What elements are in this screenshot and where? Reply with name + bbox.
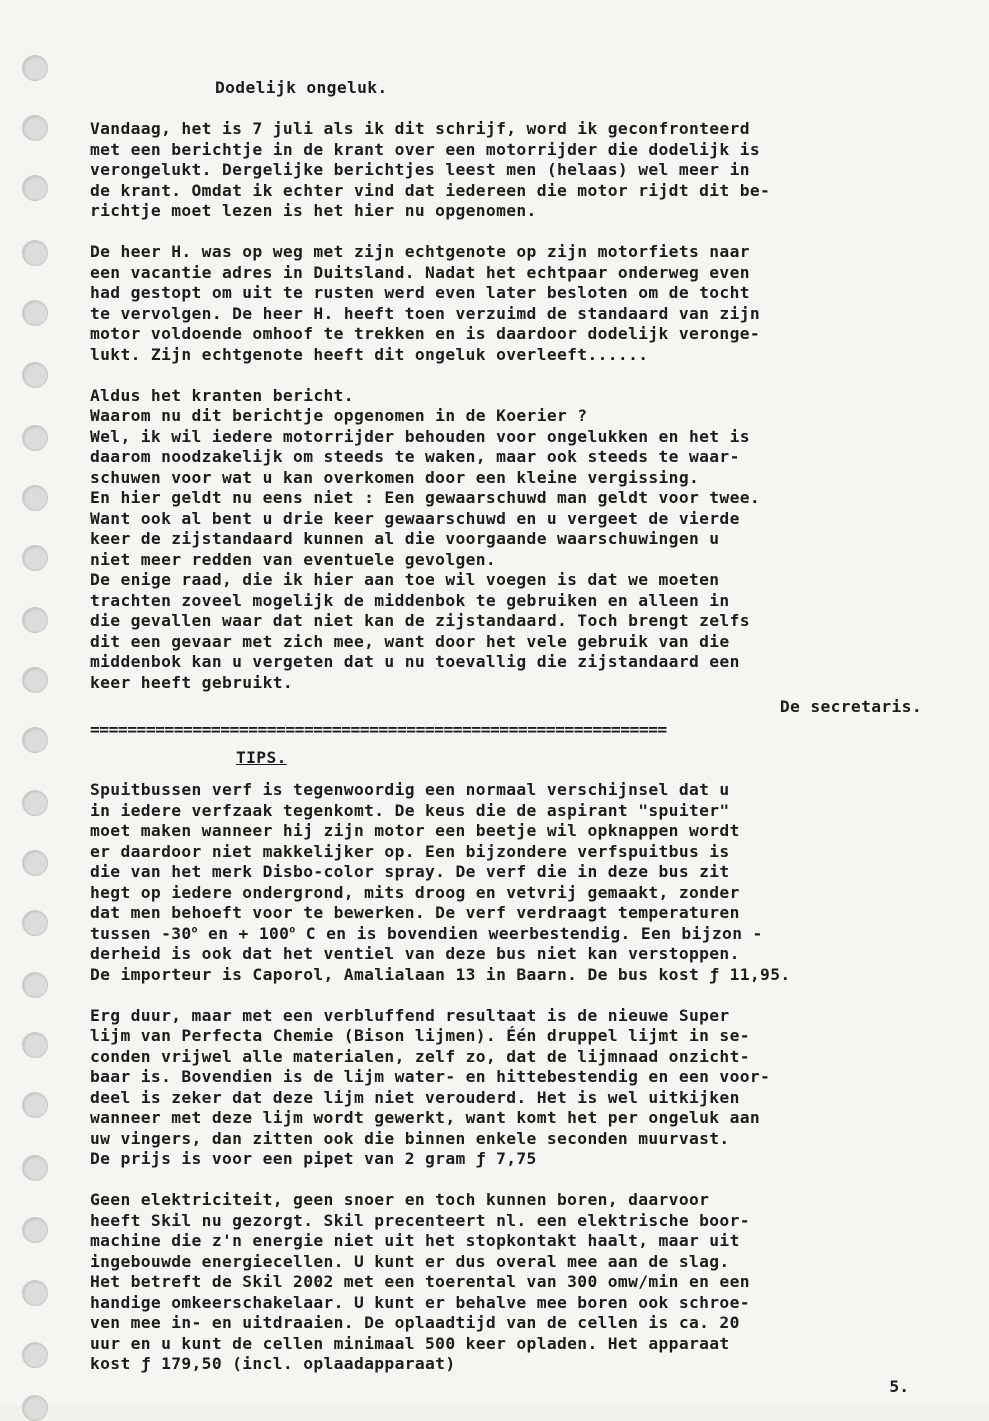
binder-holes — [22, 0, 48, 1404]
temperature-line — [90, 924, 930, 945]
binder-hole-icon — [22, 115, 48, 141]
binder-hole-icon — [22, 545, 48, 571]
text-span: C en is bovendien weerbestendig. Een bijzon - — [295, 923, 763, 943]
binder-hole-icon — [22, 910, 48, 936]
text-line: Het betreft de Skil 2002 met een toerental van 300 omw/min en een — [90, 1272, 750, 1291]
text-line: De prijs is voor een pipet van 2 gram ƒ 7,75 — [90, 1149, 537, 1168]
article-paragraph — [90, 119, 930, 222]
article-paragraph — [90, 242, 930, 365]
text-line: richtje moet lezen is het hier nu opgenomen. — [90, 201, 537, 220]
binder-hole-icon — [22, 972, 48, 998]
text-line: een vacantie adres in Duitsland. Nadat het echtpaar onderweg even — [90, 262, 750, 282]
text-line: De enige raad, die ik hier aan toe wil voegen is dat we moeten — [90, 570, 720, 589]
binder-hole-icon — [22, 362, 48, 388]
text-line: Vandaag, het is 7 juli als ik dit schrijf, word ik geconfronteerd — [90, 119, 750, 138]
degree-sign: o — [191, 924, 198, 936]
text-line: ingebouwde energiecellen. U kunt er dus overal mee aan de slag. — [90, 1251, 730, 1271]
text-line: Spuitbussen verf is tegenwoordig een normaal verschijnsel dat u — [90, 780, 730, 799]
text-line: Erg duur, maar met een verbluffend resultaat is de nieuwe Super — [90, 1005, 730, 1025]
text-line: daarom noodzakelijk om steeds te waken, maar ook steeds te waar- — [90, 447, 740, 466]
text-line: baar is. Bovendien is de lijm water- en hittebestendig en een voor- — [90, 1067, 771, 1086]
text-line: verongelukt. Dergelijke berichtjes leest men (helaas) wel meer in — [90, 160, 750, 179]
text-line: derheid is ook dat het ventiel van deze bus niet kan verstoppen. — [90, 944, 740, 963]
text-line: te vervolgen. De heer H. heeft toen verzuimd de standaard van zijn — [90, 303, 761, 323]
binder-hole-icon — [22, 727, 48, 753]
text-line: handige omkeerschakelaar. U kunt er behalve mee boren ook schroe- — [90, 1292, 750, 1312]
binder-hole-icon — [22, 1155, 48, 1181]
text-line: niet meer redden van eventuele gevolgen. — [90, 549, 497, 569]
text-line: die van het merk Disbo-color spray. De verf die in deze bus zit — [90, 862, 730, 881]
article-title: Dodelijk ongeluk. — [215, 78, 388, 97]
text-line: Geen elektriciteit, geen snoer en toch kunnen boren, daarvoor — [90, 1190, 710, 1209]
binder-hole-icon — [22, 850, 48, 876]
text-line: Want ook al bent u drie keer gewaarschuwd en u vergeet de vierde — [90, 508, 740, 528]
text-line: motor voldoende omhoof te trekken en is daardoor dodelijk veronge- — [90, 324, 761, 343]
binder-hole-icon — [22, 667, 48, 693]
binder-hole-icon — [22, 790, 48, 816]
text-line: lijm van Perfecta Chemie (Bison lijmen). Één druppel lijmt in se- — [90, 1026, 750, 1045]
text-line: die gevallen waar dat niet kan de zijstandaard. Toch brengt zelfs — [90, 611, 750, 630]
binder-hole-icon — [22, 1032, 48, 1058]
text-line: hegt op iedere ondergrond, mits droog en vetvrij gemaakt, zonder — [90, 882, 740, 902]
text-line: dat men behoeft voor te bewerken. De verf verdraagt temperaturen — [90, 903, 740, 922]
binder-hole-icon — [22, 425, 48, 451]
text-line: had gestopt om uit te rusten werd even later besloten om de tocht — [90, 283, 750, 302]
binder-hole-icon — [22, 1217, 48, 1243]
text-line: conden vrijwel alle materialen, zelf zo, dat de lijmnaad onzicht- — [90, 1046, 750, 1066]
tips-title: TIPS. — [236, 747, 287, 767]
page-number: 5. — [889, 1377, 909, 1396]
text-line: deel is zeker dat deze lijm niet verouderd. Het is wel uitkijken — [90, 1087, 740, 1107]
binder-hole-icon — [22, 485, 48, 511]
tips-paragraph — [90, 1006, 930, 1170]
separator-line: ============================================================== — [90, 719, 667, 739]
binder-hole-icon — [22, 1092, 48, 1118]
text-line: keer de zijstandaard kunnen al die voorgaande waarschuwingen u — [90, 529, 720, 548]
signature: De secretaris. — [779, 697, 922, 716]
text-line: kost ƒ 179,50 (incl. oplaadapparaat) — [90, 1354, 456, 1373]
text-line: uur en u kunt de cellen minimaal 500 keer opladen. Het apparaat — [90, 1333, 730, 1353]
binder-hole-icon — [22, 1342, 48, 1368]
tips-paragraph — [90, 780, 930, 985]
text-line: uw vingers, dan zitten ook die binnen enkele seconden muurvast. — [90, 1128, 730, 1148]
document-body — [90, 78, 930, 1375]
text-line: in iedere verfzaak tegenkomt. De keus die de aspirant "spuiter" — [90, 800, 730, 820]
text-line: Waarom nu dit berichtje opgenomen in de Koerier ? — [90, 406, 588, 425]
binder-hole-icon — [22, 607, 48, 633]
text-line: dit een gevaar met zich mee, want door het vele gebruik van die — [90, 631, 730, 651]
text-line: Wel, ik wil iedere motorrijder behouden voor ongelukken en het is — [90, 426, 750, 446]
binder-hole-icon — [22, 240, 48, 266]
text-span: en + 100 — [197, 923, 290, 943]
text-line: En hier geldt nu eens niet : Een gewaarschuwd man geldt voor twee. — [90, 488, 761, 507]
text-line: ven mee in- en uitdraaien. De oplaadtijd van de cellen is ca. 20 — [90, 1313, 740, 1332]
binder-hole-icon — [22, 1280, 48, 1306]
text-line: heeft Skil nu gezorgt. Skil precenteert nl. een elektrische boor- — [90, 1210, 750, 1230]
text-line: trachten zoveel mogelijk de middenbok te gebruiken en alleen in — [90, 590, 730, 610]
text-line: wanneer met deze lijm wordt gewerkt, want komt het per ongeluk aan — [90, 1108, 761, 1127]
text-line: middenbok kan u vergeten dat u nu toevallig die zijstandaard een — [90, 652, 740, 671]
article-paragraph — [90, 386, 930, 694]
binder-hole-icon — [22, 1395, 48, 1421]
text-line: de krant. Omdat ik echter vind dat iedereen die motor rijdt dit be- — [90, 180, 771, 200]
tips-paragraph — [90, 1190, 930, 1375]
text-line: er daardoor niet makkelijker op. Een bijzondere verfspuitbus is — [90, 841, 730, 861]
text-line: Aldus het kranten bericht. — [90, 385, 354, 405]
text-line: moet maken wanneer hij zijn motor een beetje wil opknappen wordt — [90, 821, 740, 840]
degree-sign: o — [289, 924, 296, 936]
text-line: keer heeft gebruikt. — [90, 672, 294, 692]
text-line: De importeur is Caporol, Amalialaan 13 in Baarn. De bus kost ƒ 11,95. — [90, 964, 791, 984]
text-line: machine die z'n energie niet uit het stopkontakt haalt, maar uit — [90, 1231, 740, 1250]
binder-hole-icon — [22, 55, 48, 81]
binder-hole-icon — [22, 175, 48, 201]
text-line: lukt. Zijn echtgenote heeft dit ongeluk overleeft...... — [90, 344, 649, 364]
text-span: tussen -30 — [90, 923, 192, 943]
text-line: schuwen voor wat u kan overkomen door een kleine vergissing. — [90, 467, 700, 487]
text-line: De heer H. was op weg met zijn echtgenote op zijn motorfiets naar — [90, 242, 750, 261]
text-line: met een berichtje in de krant over een motorrijder die dodelijk is — [90, 139, 761, 159]
binder-hole-icon — [22, 300, 48, 326]
